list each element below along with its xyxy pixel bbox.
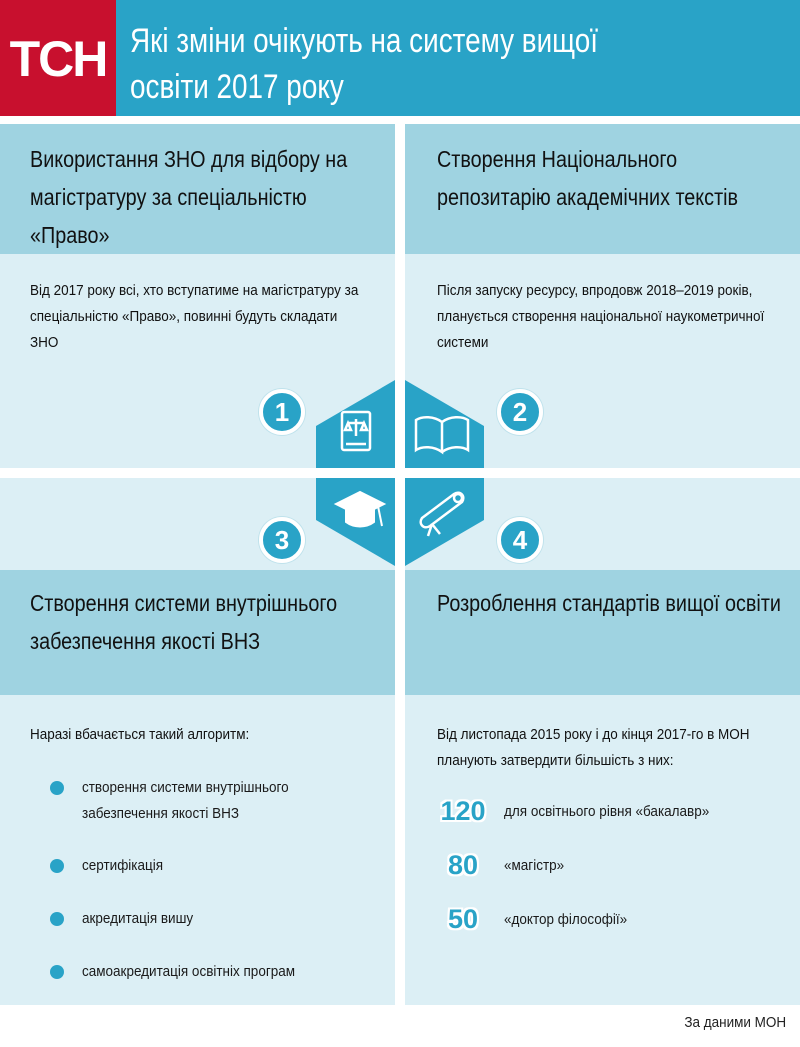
number-badge-1: 1 [259,389,305,435]
block-2-text: Після запуску ресурсу, впродовж 2018–2019 років, планується створення національної наукометричної системи [437,282,765,351]
standard-count: 80 [447,850,479,880]
list-item: акредитація вишу [50,906,206,932]
list-item: самоакредитація освітніх програм [50,959,319,985]
standard-phd [432,904,641,935]
block-4-title: Розроблення стандартів вищої освіти [437,590,781,616]
number-badge-2: 2 [497,389,543,435]
center-emblem [310,380,490,566]
standard-count: 120 [440,796,486,826]
block-1-title: Використання ЗНО для відбору на магістратуру за спеціальністю «Право» [30,146,348,248]
quadrant-4 [405,478,484,566]
bullet-dot [50,781,64,795]
standard-label: для освітнього рівня «бакалавр» [504,803,710,820]
bullet-dot [50,859,64,873]
block-3-text: Наразі вбачається такий алгоритм: [30,726,250,743]
standard-count: 50 [447,904,479,934]
block-3-title: Створення системи внутрішнього забезпечення якості ВНЗ [30,590,338,654]
bullet-dot [50,965,64,979]
standard-label: «магістр» [504,857,565,874]
block-4-text: Від листопада 2015 року і до кінця 2017-го в МОН планують затвердити більшість з них: [437,726,750,769]
header [0,0,800,116]
list-item: сертифікація [50,853,172,879]
block-1-text: Від 2017 року всі, хто вступатиме на магістратуру за спеціальністю «Право», повинні будуть складати ЗНО [30,282,359,351]
tsn-logo[interactable] [0,0,116,116]
standard-label: «доктор філософії» [504,911,628,928]
logo-text: ТСН [9,31,107,87]
bullet-dot [50,912,64,926]
page-title: Які зміни очікують на систему вищої освіти 2017 року [130,22,599,106]
standard-bachelor [432,796,732,827]
standard-master [432,850,571,881]
number-badge-4: 4 [497,517,543,563]
list-item: створення системи внутрішнього забезпечення якості ВНЗ [50,775,370,827]
source-note: За даними МОН [684,1014,786,1031]
number-badge-3: 3 [259,517,305,563]
block-2-title: Створення Національного репозитарію академічних текстів [437,146,739,210]
